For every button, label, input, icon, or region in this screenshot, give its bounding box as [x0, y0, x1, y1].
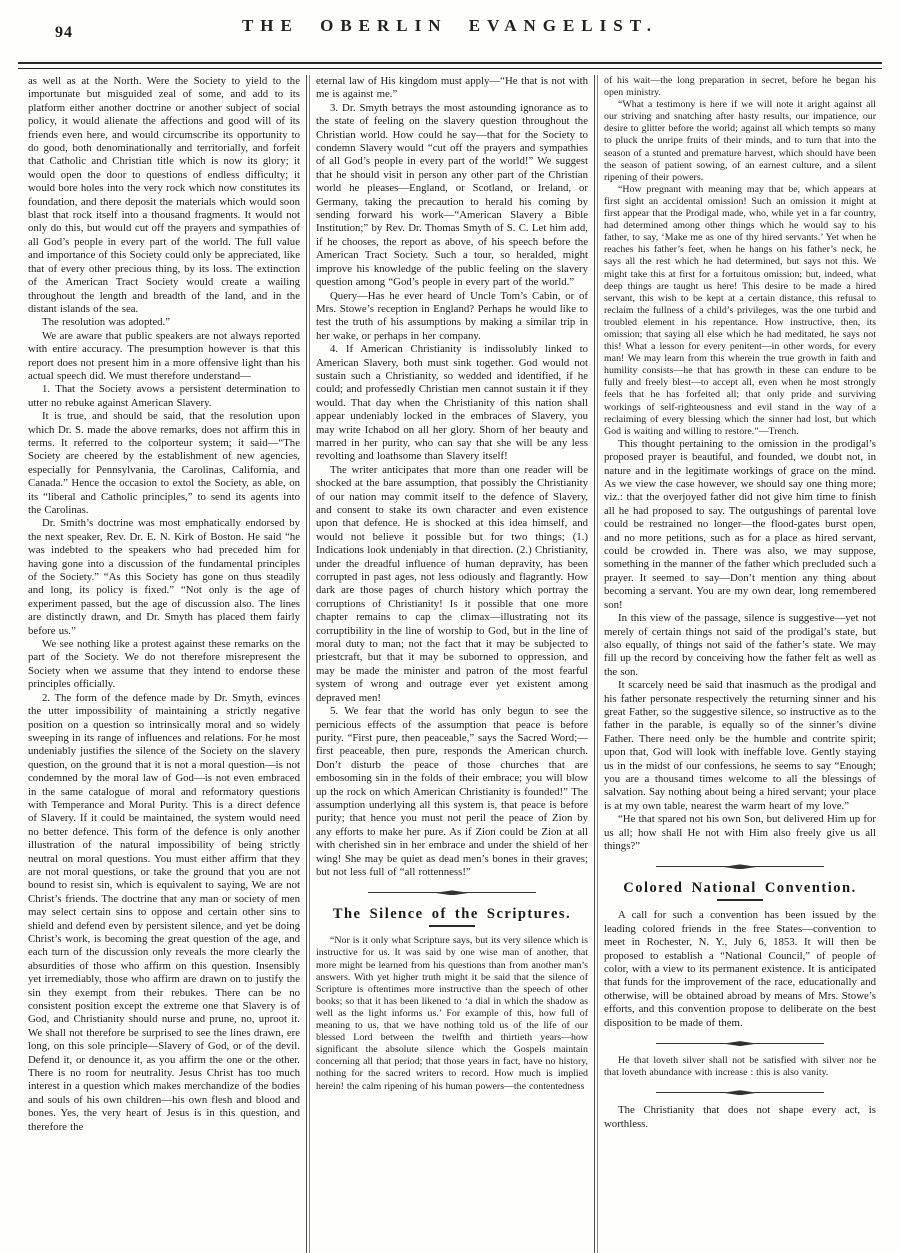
header-double-rule: [18, 62, 882, 69]
article-paragraph: 1. That the Society avows a persistent determination to utter no rebuke against American Slavery.: [28, 383, 300, 409]
article-paragraph: Dr. Smith’s doctrine was most emphatically endorsed by the next speaker, Rev. Dr. E. N. Kirk of Boston. He said “he was indebted to the speakers who had preceded him for having gone into a discussion of the fundamental principles of the Society.” “As this Society has gone on thus steadily and long, its policy is fixed.” “Not only is the age of experiment passed, but the age of discussion also. The lines are distinctly drawn, and Dr. Smyth has placed them fairly before us.”: [28, 517, 300, 637]
article-paragraph: The writer anticipates that more than one reader will be shocked at the bare assumption, that possibly the Christianity of our nation may commit itself to the defence of Slavery, and consent to stake its own character and even existence upon that defence. He is shocked at this idea himself, and would not believe it possible but for two things; (1.) Indications look undeniably in that direction. (2.) Christianity, under the dreadful influence of human depravity, has been corrupted in past ages, not less odiously and flagrantly. How dark are those pages of church history which portray the corruptions of Christianity! Is it possible that one more chapter remains to cap the climax—illustrating not its corruptibility in the line of worship to God, but in the line of moral duty to man; not the fact that it may be subjected to priestcraft, but that it may be suborned to oppression, and may be made the minister and patron of the most fearful system of wrong and outrage ever yet existent among depraved men!: [316, 463, 588, 704]
article-paragraph: 4. If American Christianity is indissolubly linked to American Slavery, both must sink together. God would not sustain such a Christianity, so wedded and identified, if he could; and professedly Christian men cannot sustain it if they would. That day when the Christianity of this nation shall appear undeniably locked in the embraces of Slavery, you may write Ichabod on all her glory. Shorn of her beauty and marred in her purity, who can say that she will be any less revolting and loathsome than Slavery itself!: [316, 343, 588, 463]
article-paragraph: as well as at the North. Were the Society to yield to the importunate but misguided zeal of some, and add to its platform either another doctrine or another subject of social policy, it would alienate the affections and good will of its friends even here, and would circumscribe its opportunity to do good, both denominationally and territorially, and forfeit that Catholic and Christian title which is now its glory; it would open the door to questions of endless difficulty; it would bore holes into the very rock which now constitutes its foundation, and there deposit the materials which would soon blast that rock itself into a thousand fragments. It would not only do this, but would cut off the prayers and sympathies of all God’s people in every part of the world. The full value and importance of this Society could only be appreciated, like that of every other precious thing, by its loss. The extinction of the American Tract Society would create a wailing throughout the length and breadth of the land, and in the distant islands of the sea.: [28, 75, 300, 315]
article-paragraph: “Nor is it only what Scripture says, but its very silence which is instructive for us. It was said by one wise man of another, that more might be learned from his questions than from another man’s answers. With yet higher truth might it be said that the silence of Scripture is oftentimes more instructive than the speech of other books; so that it has been likened to ‘a dial in which the shadow as well as the light informs us.’ For example of this, how full of meaning to us, that we have nothing told us of the life of our blessed Lord between the twelfth and thirtieth years—how significant the absolute silence which the Gospels maintain concerning all that period; that those years in fact, have no history, nothing for the sacred writers to record. How much is implied herein! the calm ripening of his human powers—the contentedness: [316, 935, 588, 1092]
article-paragraph: This thought pertaining to the omission in the prodigal’s proposed prayer is beautiful, and founded, we doubt not, in nature and in the legitimate workings of grace on the mind. As we view the case however, we should say one thing more; viz.: that the overjoyed father did not give him time to finish all he had proposed to say. The outgushings of parental love could be restrained no longer—the flood-gates burst open, and no more petitions, such as for a place as hired servant, could be crowded in. There was also, we may suppose, something in the manner of the father which precluded such a prayer. It seemed to say—Don’t mention any thing about becoming a servant. You are my own dear, long remembered son!: [604, 437, 876, 611]
column-divider-rule: [594, 75, 598, 1253]
article-paragraph: Query—Has he ever heard of Uncle Tom’s Cabin, or of Mrs. Stowe’s reception in England? Perhaps he would like to test the truth of his assumptions by making a similar trip in her wake, or perhaps in her company.: [316, 289, 588, 342]
column-1: [28, 75, 300, 1253]
article-paragraph: 3. Dr. Smyth betrays the most astounding ignorance as to the state of feeling on the slavery question throughout the Christian world. How could he say—that for the Society to condemn Slavery would “cut off the prayers and sympathies of all God’s people in every part of the world!” We suggest that he should visit in person any other part of the Christian world he pleases—England, or Scotland, or Ireland, or Germany, taking the precaution to herald his coming by sending forward his work—“American Slavery a Bible Institution;” by Rev. Dr. Thomas Smyth of S. C. Let him add, if he chooses, the report as above, of his speech before the American Tract Society. Such a tour, so heralded, might improve his knowledge of the public feeling on the slavery question among “God’s people in every part of the world.”: [316, 101, 588, 289]
section-divider-rule: [656, 1040, 825, 1047]
article-paragraph: The Christianity that does not shape every act, is worthless.: [604, 1104, 876, 1130]
article-paragraph: The resolution was adopted.”: [42, 316, 171, 329]
article-paragraph: It scarcely need be said that inasmuch as the prodigal and his father personate respectively the returning sinner and his great Father, so the suggestive silence, so instructive as to the father in the parable, is equally so of the sinner’s divine Father. There need only be the humble and contrite spirit; upon that, God will look with ineffable love. Gently staying us in the midst of our confessions, he seems to say “Enough; you are a thousand times welcome to all the blessings of salvation. Say nothing about being a hired servant; your place is at my own table, nearest the warm heart of my love.”: [604, 679, 876, 812]
article-paragraph: eternal law of His kingdom must apply—“He that is not with me is against me.”: [316, 75, 588, 101]
column-3: [604, 75, 876, 1253]
article-paragraph: It is true, and should be said, that the resolution upon which Dr. S. made the above remarks, does not affirm this in terms. It referred to the colporteur system; it said—“The Society are cheered by the establishment of new agencies, especially for Pennsylvania, the Carolinas, California, and Canada.” Hence the occasion to extol the Society, as able, on its “liberal and Catholic principles,” to send its agents into the Carolinas.: [28, 410, 300, 516]
article-heading: The Silence of the Scriptures.: [332, 906, 572, 923]
article-paragraph: In this view of the passage, silence is suggestive—yet not merely of certain things not said of the prodigal’s state, but also equally, of things not said of the father’s state. We may fill up the record by conceiving how the father felt as well as the son.: [604, 612, 876, 678]
article-paragraph: He that loveth silver shall not be satisfied with silver nor he that loveth abundance with increase : this is also vanity.: [604, 1055, 876, 1079]
article-paragraph: “He that spared not his own Son, but delivered Him up for us all; how shall He not with Him also freely give us all things?”: [604, 813, 876, 852]
article-paragraph: 5. We fear that the world has only begun to see the pernicious effects of the assumption that peace is before purity. “First pure, then peaceable,” says the Sacred Word;—first peaceable, then pure, responds the American church. Don’t disturb the peace of those churches that are embosoming sin in the folds of their embrace; you will blow up the rock on which American Christianity is founded!” The assumption underlying all this system is, that peace is before purity; that hence you must not peril the peace of Zion by any efforts to make her pure. As if Zion could be Zion at all with cherished sin in her embrace and under the shield of her wing! She may be quiet as dead men’s bones in their graves; but not less full of “all rottenness!”: [316, 705, 588, 878]
article-heading: Colored National Convention.: [623, 880, 857, 897]
section-divider-rule: [656, 863, 825, 870]
article-paragraph: of his wait—the long preparation in secret, before he began his open ministry.: [604, 75, 876, 99]
column-divider-rule: [306, 75, 310, 1253]
columns-container: [0, 69, 900, 1253]
heading-underline-rule: [717, 899, 763, 901]
article-paragraph: A call for such a convention has been issued by the leading colored friends in the free States—convention to meet in Rochester, N. Y., July 6, 1853. It will then be proposed to establish a “National Council,” of people of color, with a view to its permanent existence. It is anticipated that funds for the improvement of the race, educationally and otherwise, will be obtained abroad by means of Mrs. Stowe’s efforts, and this convention propose to deliberate on the best disposition to be made of them.: [604, 909, 876, 1029]
article-paragraph: We are aware that public speakers are not always reported with entire accuracy. The presumption however is that this report does not present him in a more offensive light than his actual speech did. We must therefore understand—: [28, 329, 300, 382]
section-divider-rule: [368, 889, 537, 896]
article-paragraph: 2. The form of the defence made by Dr. Smyth, evinces the utter impossibility of maintaining a strictly negative position on a question so intrinsically moral and so widely sweeping in its range of influences and relations. For he most undeniably justifies the silence of the Society on the slavery question, on the ground that it is not a moral question—is not condemned by the moral law of God—is not even embraced in the same catalogue of moral and reformatory questions with Temperance and Moral Purity. This is a direct defence of Slavery. If it could be maintained, the system would need no better defence. This form of the defence is only another illustration of the natural impossibility of being strictly neutral on moral questions. You must either affirm that they are not moral questions, or take the ground that you are not bound to resist sin, which is equivalent to saying, We are not Christ’s friends. The doctrine that any man or society of men may select certain sins to oppose and certain other sins to shield and defend even by persistent silence, and yet be doing Christ’s work, is becoming the great question of the age, and each turn of the discussion only reveals the more clearly the absurdities of those who affirm on this question. Insensibly yet irremediably, those who affirm are drawn on to justify the sin they exempt from their rebukes. There can be no consistent position except the extreme one that Slavery is of God, and Christianity should nurse and prune, no, uproot it. We shall not therefore be surprised to see the lines drawn, ere long, on this sole principle—Slavery of God, or of the devil. Defend it, or denounce it, as you affirm the one or the other. There is no room for neutrality. Jesus Christ has too much interest in a question which makes merchandize of the bodies and souls of his own children—his own flesh and blood and bones. Yes, the very heart of Jesus is in this question, and therefore the: [28, 691, 300, 1133]
article-paragraph: We see nothing like a protest against these remarks on the part of the Society. We do not therefore misrepresent the Society when we assume that they intend to endorse these principles officially.: [28, 638, 300, 691]
heading-underline-rule: [429, 925, 475, 927]
article-paragraph: “What a testimony is here if we will note it aright against all our striving and snatching after hasty results, our impatience, our desire to glitter before the world; against all which tempts so many to pluck the unripe fruits of their minds, and to turn that into the season of a stunted and premature harvest, which should have been the season of patient sowing, of an earnest culture, and a silent ripening of their powers.: [604, 99, 876, 183]
section-divider-rule: [656, 1089, 825, 1096]
article-paragraph: “How pregnant with meaning may that be, which appears at first sight an accidental omission! Such an omission it might at first appear that the Prodigal made, who, while yet in a far country, had determined among other things which he would say to his father, to say, ‘Make me as one of thy hired servants.’ Yet when he reaches his father’s feet, when he hangs on his father’s neck, he says all the rest which he had determined, but says not this. We might take this at first for a fortuitous omission; but, indeed, what deep things are taught us here! This desire to be made a hired servant, this wish to be kept at a certain distance, this refusal to reclaim the fullness of a child’s privileges, was the one turbid and troubled element in his repentance. How instructive, then, its omission; that saying all else which he had meditated, he says not this! What a lesson for every penitent—in other words, for every man! We may learn from this wherein the true growth in faith and humility consists—he that has growth in these can endure to be fully and freely blest—to accept all, even when he most strongly feels that he has forfeited all; that only pride and surviving workings of self-righteousness and evil stand in the way of a reclaiming of every blessing which the sinner had lost, but which God is waiting and willing to restore.”—Trench.: [604, 183, 876, 437]
page-header: [0, 0, 900, 56]
page-number: 94: [55, 24, 73, 41]
masthead-title: THE OBERLIN EVANGELIST.: [241, 16, 659, 35]
column-2: [316, 75, 588, 1253]
